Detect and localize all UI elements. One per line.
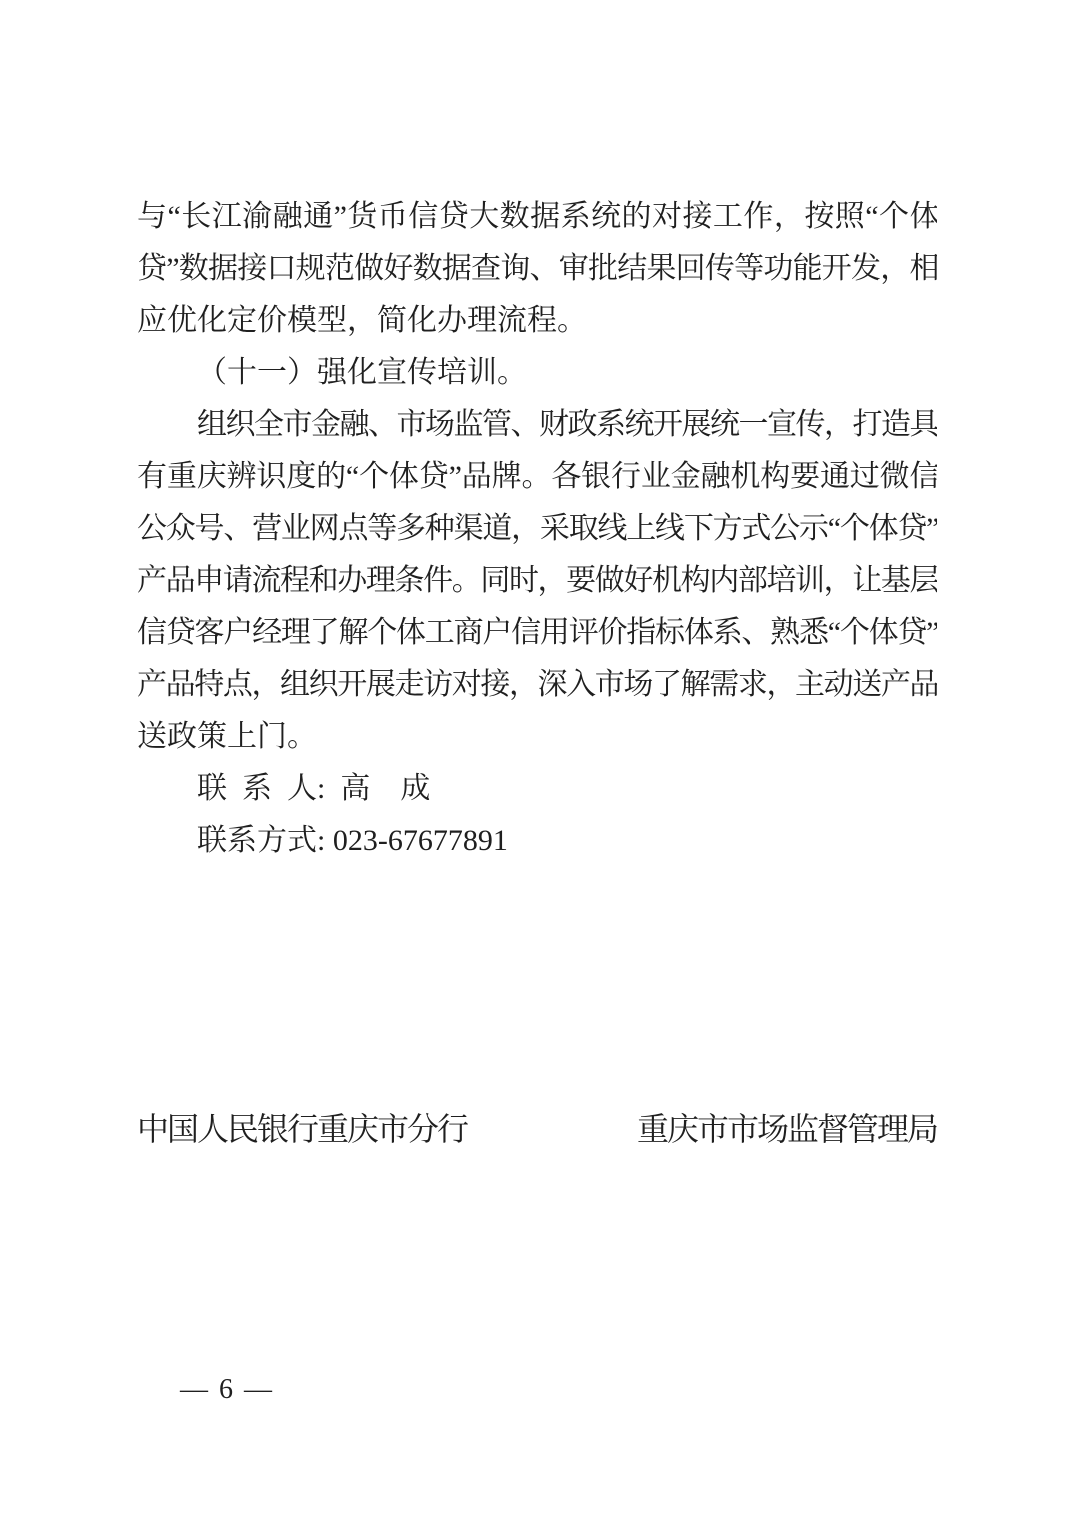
text-line: 应优化定价模型，简化办理流程。	[137, 304, 587, 337]
signature-row	[137, 1103, 937, 1155]
text-line: 送政策上门。	[137, 720, 317, 753]
text-line: 组织全市金融、市场监管、财政系统开展统一宣传，打造具	[197, 408, 937, 441]
text-line: 与“长江渝融通”货币信贷大数据系统的对接工作，按照“个体	[137, 200, 937, 233]
text-line: 产品特点，组织开展走访对接，深入市场了解需求，主动送产品	[137, 668, 937, 701]
text-line: 联 系 人: 高 成	[197, 772, 431, 805]
text-line: 产品申请流程和办理条件。同时，要做好机构内部培训，让基层	[137, 564, 937, 597]
signature-right: 重庆市市场监督管理局	[636, 1111, 937, 1147]
text-line: 公众号、营业网点等多种渠道，采取线上线下方式公示“个体贷”	[137, 512, 937, 545]
text-line: 联系方式: 023-67677891	[197, 824, 508, 857]
signature-left: 中国人民银行重庆市分行	[137, 1111, 468, 1147]
text-line: （十一）强化宣传培训。	[197, 356, 527, 389]
page-number: — 6 —	[180, 1374, 274, 1405]
text-line: 信贷客户经理了解个体工商户信用评价指标体系、熟悉“个体贷”	[137, 616, 937, 649]
text-line: 贷”数据接口规范做好数据查询、审批结果回传等功能开发，相	[137, 252, 937, 285]
text-line: 有重庆辨识度的“个体贷”品牌。各银行业金融机构要通过微信	[137, 460, 937, 493]
document-body	[137, 191, 937, 867]
